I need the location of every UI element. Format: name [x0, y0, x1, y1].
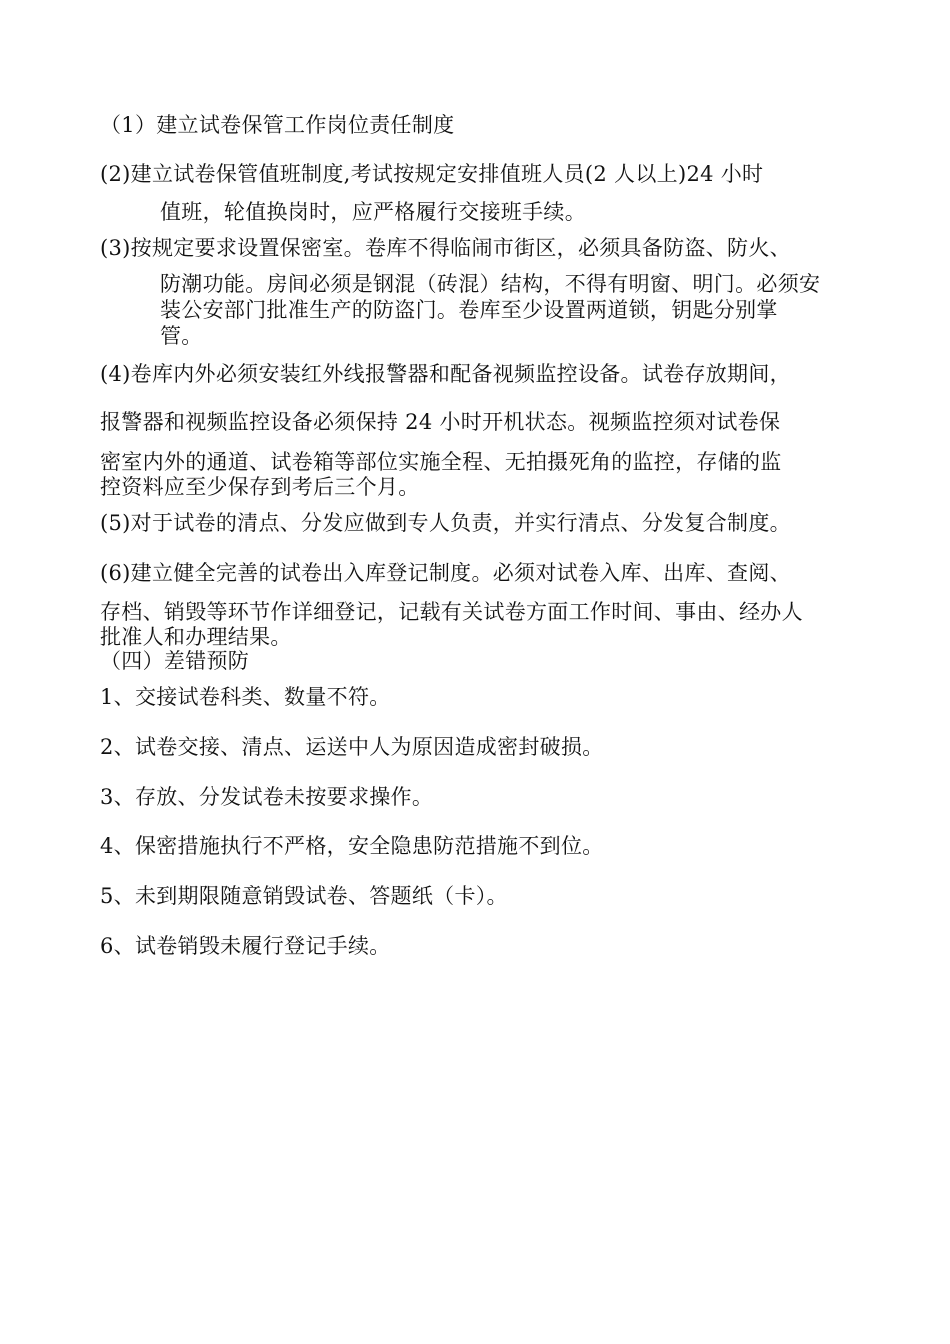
item-4-line-4: 控资料应至少保存到考后三个月。 — [100, 475, 420, 499]
item-5-line-1: (5)对于试卷的清点、分发应做到专人负责，并实行清点、分发复合制度。 — [100, 511, 791, 535]
item-6-line-1: (6)建立健全完善的试卷出入库登记制度。必须对试卷入库、出库、查阅、 — [100, 561, 791, 585]
item-3-line-1: (3)按规定要求设置保密室。卷库不得临闹市街区，必须具备防盗、防火、 — [100, 236, 791, 260]
error-item-2: 2、试卷交接、清点、运送中人为原因造成密封破损。 — [100, 735, 604, 759]
item-6-line-3: 批准人和办理结果。 — [100, 625, 292, 649]
item-6-line-2: 存档、销毁等环节作详细登记，记载有关试卷方面工作时间、事由、经办人 — [100, 600, 803, 624]
error-item-3: 3、存放、分发试卷未按要求操作。 — [100, 785, 434, 809]
error-item-4: 4、保密措施执行不严格，安全隐患防范措施不到位。 — [100, 834, 604, 858]
item-2-line-2: 值班，轮值换岗时，应严格履行交接班手续。 — [160, 200, 586, 224]
section-heading: （四）差错预防 — [100, 649, 250, 673]
item-3-line-3: 装公安部门批准生产的防盗门。卷库至少设置两道锁，钥匙分别掌 — [160, 298, 778, 322]
item-4-line-2: 报警器和视频监控设备必须保持 24 小时开机状态。视频监控须对试卷保 — [100, 410, 781, 434]
item-3-line-2: 防潮功能。房间必须是钢混（砖混）结构，不得有明窗、明门。必须安 — [160, 272, 821, 296]
error-item-1: 1、交接试卷科类、数量不符。 — [100, 685, 391, 709]
item-4-line-1: (4)卷库内外必须安装红外线报警器和配备视频监控设备。试卷存放期间， — [100, 362, 791, 386]
item-1-line-1: （1）建立试卷保管工作岗位责任制度 — [100, 113, 455, 137]
error-item-6: 6、试卷销毁未履行登记手续。 — [100, 934, 391, 958]
item-3-line-4: 管。 — [160, 324, 203, 348]
item-4-line-3: 密室内外的通道、试卷箱等部位实施全程、无拍摄死角的监控，存储的监 — [100, 450, 782, 474]
error-item-5: 5、未到期限随意销毁试卷、答题纸（卡）。 — [100, 884, 508, 908]
item-2-line-1: (2)建立试卷保管值班制度,考试按规定安排值班人员(2 人以上)24 小时 — [100, 162, 764, 186]
